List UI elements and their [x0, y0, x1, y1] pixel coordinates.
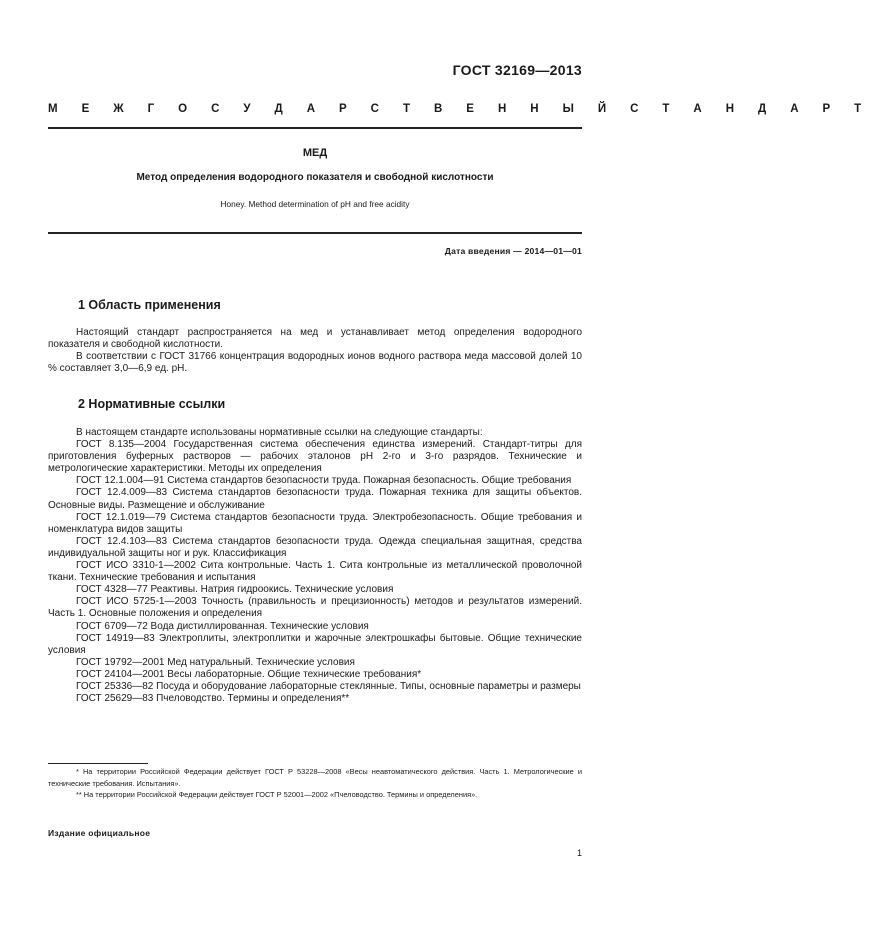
footnote-item: * На территории Российской Федерации действует ГОСТ Р 53228—2008 «Весы неавтоматического действия. Часть 1. Метрологические и технические требования. Испытания». [48, 767, 582, 788]
reference-item: ГОСТ 14919—83 Электроплиты, электроплитки и жарочные электрошкафы бытовые. Общие технические условия [48, 632, 582, 656]
standard-subtitle: Метод определения водородного показателя и свободной кислотности [136, 172, 494, 183]
header-rule [48, 127, 582, 129]
section-2-intro: В настоящем стандарте использованы нормативные ссылки на следующие стандарты: [76, 427, 483, 438]
reference-item: ГОСТ 4328—77 Реактивы. Натрия гидроокись. Технические условия [76, 584, 394, 596]
title-rule [48, 232, 582, 234]
reference-item: ГОСТ 6709—72 Вода дистиллированная. Технические условия [76, 620, 369, 632]
official-edition-label: Издание официальное [48, 828, 151, 838]
reference-item: ГОСТ 12.4.009—83 Система стандартов безопасности труда. Пожарная техника для защиты объектов. Основные виды. Размещение и обслуживание [48, 487, 582, 511]
reference-item: ГОСТ 12.1.004—91 Система стандартов безопасности труда. Пожарная безопасность. Общие требования [76, 475, 572, 487]
footnotes [48, 766, 582, 801]
reference-item: ГОСТ 25629—83 Пчеловодство. Термины и определения** [76, 693, 350, 705]
interstate-standard-banner: М Е Ж Г О С У Д А Р С Т В Е Н Н Ы Й С Т А Н Д А Р Т [48, 103, 872, 115]
page-number: 1 [576, 848, 582, 858]
standard-title: МЕД [302, 147, 328, 159]
footnote-item: ** На территории Российской Федерации действует ГОСТ Р 52001—2002 «Пчеловодство. Термины и определения». [76, 790, 478, 799]
reference-item: ГОСТ ИСО 5725-1—2003 Точность (правильность и прецизионность) методов и результатов измерений. Часть 1. Основные положения и определения [48, 596, 582, 620]
reference-item: ГОСТ 12.4.103—83 Система стандартов безопасности труда. Одежда специальная защитная, средства индивидуальной защиты ног и рук. Классификация [48, 535, 582, 559]
section-2-body [48, 427, 582, 705]
reference-item: ГОСТ 25336—82 Посуда и оборудование лабораторные стеклянные. Типы, основные параметры и размеры [76, 680, 581, 692]
section-1-heading: 1 Область применения [78, 298, 221, 312]
reference-item: ГОСТ ИСО 3310-1—2002 Сита контрольные. Часть 1. Сита контрольные из металлической проволочной ткани. Технические требования и испытания [48, 560, 582, 584]
section-1-paragraph: В соответствии с ГОСТ 31766 концентрация водородных ионов водного раствора меда массовой долей 10 % составляет 3,0—6,9 ед. pH. [48, 351, 582, 375]
section-2-heading: 2 Нормативные ссылки [78, 397, 226, 411]
reference-item: ГОСТ 12.1.019—79 Система стандартов безопасности труда. Электробезопасность. Общие требования и номенклатура видов защиты [48, 511, 582, 535]
reference-item: ГОСТ 8.135—2004 Государственная система обеспечения единства измерений. Стандарт-титры для приготовления буферных растворов — рабочих эталонов pH 2-го и 3-го разрядов. Технические и метрологические характеристики. Методы их определения [48, 439, 582, 475]
reference-item: ГОСТ 19792—2001 Мед натуральный. Технические условия [76, 656, 355, 668]
footnote-separator [48, 763, 148, 764]
introduction-date: Дата введения — 2014—01—01 [444, 246, 582, 256]
document-number: ГОСТ 32169—2013 [452, 62, 582, 78]
standard-english-title: Honey. Method determination of pH and free acidity [220, 199, 410, 209]
section-1-paragraph: Настоящий стандарт распространяется на мед и устанавливает метод определения водородного показателя и свободной кислотности. [48, 327, 582, 351]
section-1-body [48, 327, 582, 375]
reference-item: ГОСТ 24104—2001 Весы лабораторные. Общие технические требования* [76, 668, 422, 680]
